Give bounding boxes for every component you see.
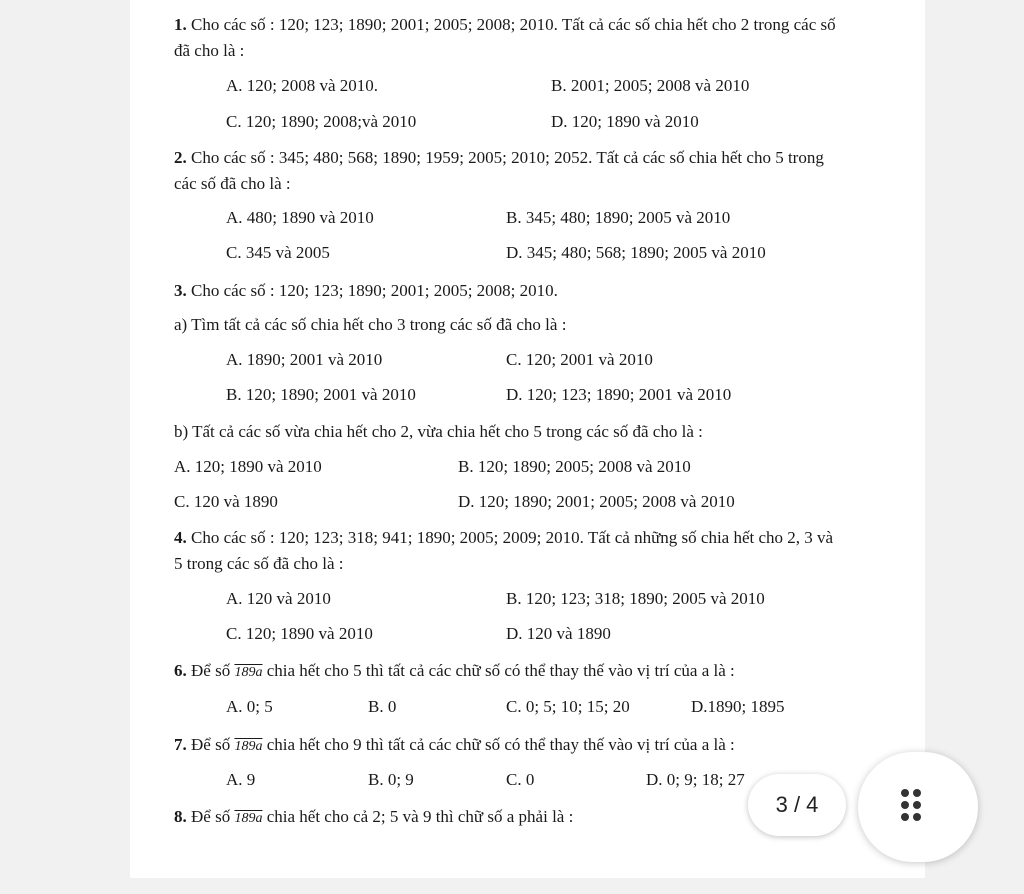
- q3a-option-b: B. 120; 1890; 2001 và 2010: [226, 385, 416, 404]
- q2-option-c: C. 345 và 2005: [226, 243, 330, 262]
- q2-stem-line1: 2. Cho các số : 345; 480; 568; 1890; 1959; 2005; 2010; 2052. Tất cả các số chia hết cho 5 trong: [174, 148, 824, 167]
- q4-option-a: A. 120 và 2010: [226, 589, 331, 608]
- q4-option-c: C. 120; 1890 và 2010: [226, 624, 373, 643]
- q4-option-b: B. 120; 123; 318; 1890; 2005 và 2010: [506, 589, 765, 608]
- q1-option-c: C. 120; 1890; 2008;và 2010: [226, 112, 417, 131]
- q1-option-b: B. 2001; 2005; 2008 và 2010: [551, 76, 750, 95]
- q8-stem: 8. Để số 189a chia hết cho cả 2; 5 và 9 thì chữ số a phải là :: [174, 807, 574, 826]
- q6-option-c: C. 0; 5; 10; 15; 20: [506, 697, 630, 716]
- q2-option-b: B. 345; 480; 1890; 2005 và 2010: [506, 208, 731, 227]
- q6-option-d: D.1890; 1895: [691, 697, 785, 716]
- q3a-option-c: C. 120; 2001 và 2010: [506, 350, 653, 369]
- q7-option-b: B. 0; 9: [368, 770, 414, 789]
- q6-overline-number: 189a: [234, 665, 263, 680]
- page-indicator[interactable]: 3 / 4: [748, 774, 846, 836]
- q2-option-a: A. 480; 1890 và 2010: [226, 208, 374, 227]
- q3-stem: 3. Cho các số : 120; 123; 1890; 2001; 2005; 2008; 2010.: [174, 281, 558, 300]
- q6-option-b: B. 0: [368, 697, 397, 716]
- q4-stem-line2: 5 trong các số đã cho là :: [174, 554, 344, 573]
- q3a-option-a: A. 1890; 2001 và 2010: [226, 350, 383, 369]
- q2-stem-line2: các số đã cho là :: [174, 174, 291, 193]
- q4-option-d: D. 120 và 1890: [506, 624, 611, 643]
- q7-stem: 7. Để số 189a chia hết cho 9 thì tất cả các chữ số có thể thay thế vào vị trí của a là :: [174, 735, 735, 754]
- q3a-option-d: D. 120; 123; 1890; 2001 và 2010: [506, 385, 732, 404]
- q3b-option-b: B. 120; 1890; 2005; 2008 và 2010: [458, 457, 691, 476]
- q6-stem: 6. Để số 189a chia hết cho 5 thì tất cả các chữ số có thể thay thế vào vị trí của a là :: [174, 661, 735, 680]
- q2-option-d: D. 345; 480; 568; 1890; 2005 và 2010: [506, 243, 766, 262]
- q7-option-c: C. 0: [506, 770, 535, 789]
- q7-overline-number: 189a: [234, 739, 263, 754]
- q1-option-a: A. 120; 2008 và 2010.: [226, 76, 379, 95]
- q7-option-a: A. 9: [226, 770, 256, 789]
- q6-option-a: A. 0; 5: [226, 697, 273, 716]
- menu-button[interactable]: [858, 752, 978, 862]
- q1-option-d: D. 120; 1890 và 2010: [551, 112, 699, 131]
- q3b-option-a: A. 120; 1890 và 2010: [174, 457, 322, 476]
- q3b-option-c: C. 120 và 1890: [174, 492, 278, 511]
- q8-overline-number: 189a: [234, 811, 263, 826]
- q1-stem-line2: đã cho là :: [174, 41, 245, 60]
- q3b-option-d: D. 120; 1890; 2001; 2005; 2008 và 2010: [458, 492, 735, 511]
- q7-option-d: D. 0; 9; 18; 27: [646, 770, 745, 789]
- q4-stem-line1: 4. Cho các số : 120; 123; 318; 941; 1890; 2005; 2009; 2010. Tất cả những số chia hết cho 2, 3 và: [174, 528, 834, 547]
- q1-stem-line1: 1. Cho các số : 120; 123; 1890; 2001; 2005; 2008; 2010. Tất cả các số chia hết cho 2 trong các số: [174, 15, 836, 34]
- q3b-stem: b) Tất cả các số vừa chia hết cho 2, vừa chia hết cho 5 trong các số đã cho là :: [174, 422, 703, 441]
- document-page: [130, 0, 925, 878]
- q3a-stem: a) Tìm tất cả các số chia hết cho 3 trong các số đã cho là :: [174, 315, 567, 334]
